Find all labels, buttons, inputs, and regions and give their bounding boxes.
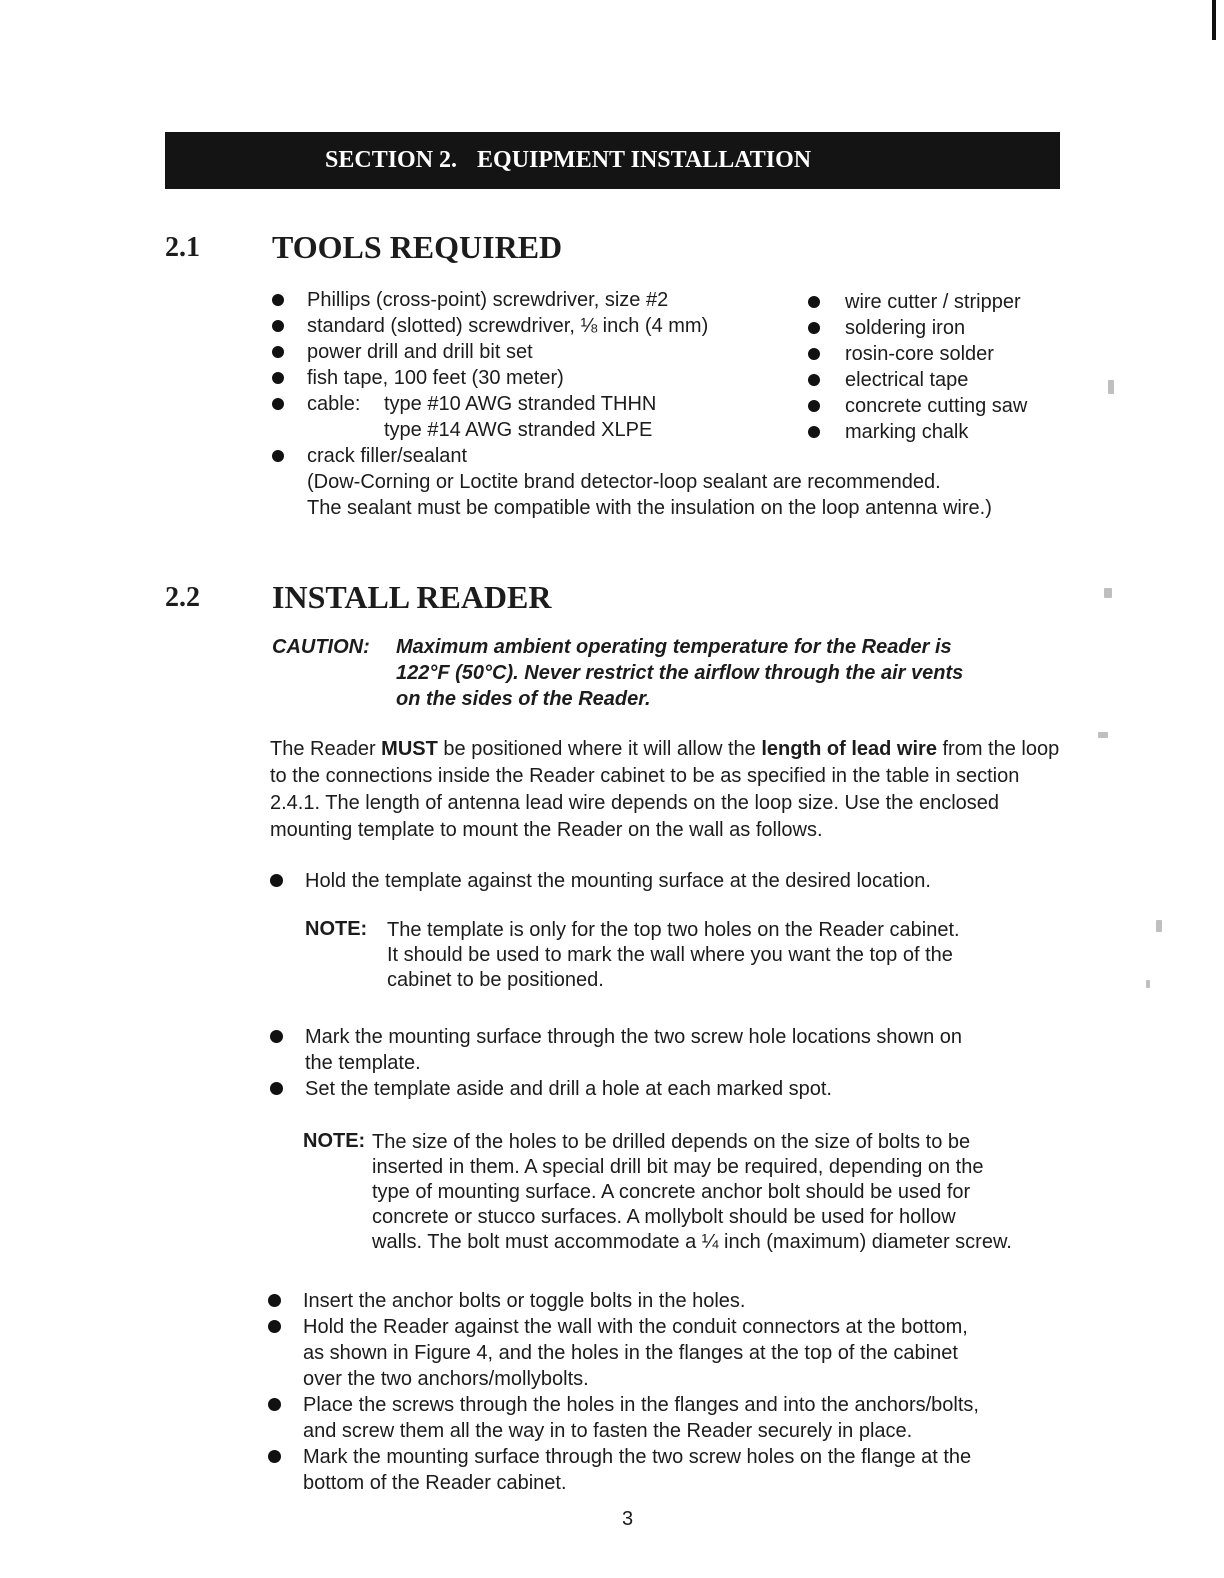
tools-heading-number: 2.1 [165, 232, 200, 263]
list-item: Mark the mounting surface through the two screw holes on the flange at the [268, 1444, 979, 1470]
list-item: Hold the template against the mounting surface at the desired location. [270, 868, 931, 894]
bullet-icon [808, 374, 820, 386]
section-title: EQUIPMENT INSTALLATION [477, 147, 812, 173]
list-item: fish tape, 100 feet (30 meter) [272, 365, 992, 391]
bullet-icon [272, 450, 284, 462]
list-item: Set the template aside and drill a hole at each marked spot. [270, 1076, 962, 1102]
note-label: NOTE: [305, 918, 368, 940]
bullet-icon [268, 1450, 281, 1463]
install-intro-paragraph: The Reader MUST be positioned where it will allow the length of lead wire from the loop to the connections inside the Reader cabinet to be as specified in the table in section 2.4.1. The length of antenna lead wire depends on the loop size. Use the enclosed mounting template to mount the Reader on the wall as follows. [270, 738, 1060, 841]
note-text: The size of the holes to be drilled depends on the size of bolts to be inserted in them. A special drill bit may be required, depending on the type of mounting surface. A concrete anchor bolt should be used for concrete or stucco surfaces. A mollybolt should be used for hollow walls. The bolt must accommodate a ¼ inch (maximum) diameter screw. [372, 1131, 1012, 1253]
note-label: NOTE: [303, 1130, 366, 1152]
list-item: standard (slotted) screwdriver, ⅛ inch (4 mm) [272, 313, 992, 339]
list-item: Mark the mounting surface through the two screw hole locations shown on [270, 1024, 962, 1050]
list-item: Hold the Reader against the wall with the conduit connectors at the bottom, [268, 1314, 979, 1340]
bullet-icon [270, 874, 283, 887]
list-item-continuation: and screw them all the way in to fasten the Reader securely in place. [303, 1420, 913, 1442]
install-step-list-1 [270, 868, 931, 894]
list-item-continuation: over the two anchors/mollybolts. [303, 1368, 589, 1390]
bullet-icon [268, 1398, 281, 1411]
bullet-icon [272, 320, 284, 332]
scan-speck [1098, 732, 1108, 738]
list-item-continuation: bottom of the Reader cabinet. [303, 1472, 567, 1494]
bullet-icon [808, 348, 820, 360]
scan-speck [1156, 920, 1162, 932]
list-item: soldering iron [808, 315, 1027, 341]
bullet-icon [268, 1320, 281, 1333]
scan-edge-mark [1212, 0, 1216, 40]
install-heading-number: 2.2 [165, 582, 200, 613]
sealant-note-line: (Dow-Corning or Loctite brand detector-loop sealant are recommended. [307, 471, 941, 493]
bullet-icon [808, 322, 820, 334]
section-number: SECTION 2. [325, 147, 458, 173]
bullet-icon [270, 1082, 283, 1095]
bullet-icon [272, 372, 284, 384]
list-item: power drill and drill bit set [272, 339, 992, 365]
tools-list-right [808, 289, 1027, 445]
bullet-icon [808, 400, 820, 412]
bullet-icon [808, 296, 820, 308]
install-heading-title: INSTALL READER [272, 579, 552, 615]
cable-subline: type #14 AWG stranded XLPE [384, 419, 653, 441]
list-item: concrete cutting saw [808, 393, 1027, 419]
note-text: The template is only for the top two holes on the Reader cabinet. It should be used to mark the wall where you want the top of the cabinet to be positioned. [387, 919, 960, 991]
bullet-icon [808, 426, 820, 438]
page-number: 3 [622, 1508, 634, 1530]
scan-speck [1108, 380, 1114, 394]
list-item: wire cutter / stripper [808, 289, 1027, 315]
sealant-note-line: The sealant must be compatible with the insulation on the loop antenna wire.) [307, 497, 992, 519]
bullet-icon [270, 1030, 283, 1043]
list-item-cable: cable: type #10 AWG stranded THHN [272, 391, 992, 417]
tools-heading-title: TOOLS REQUIRED [272, 229, 563, 265]
list-item: rosin-core solder [808, 341, 1027, 367]
list-item-continuation: the template. [305, 1052, 421, 1074]
install-step-list-2 [270, 1024, 962, 1102]
bullet-icon [272, 398, 284, 410]
list-item: Phillips (cross-point) screwdriver, size #2 [272, 287, 992, 313]
scan-speck [1146, 980, 1150, 988]
list-item-continuation: as shown in Figure 4, and the holes in the flanges at the top of the cabinet [303, 1342, 958, 1364]
caution-label: CAUTION: [272, 636, 370, 658]
scan-speck [1104, 588, 1112, 598]
section-header-bar [165, 132, 1060, 189]
cable-label: cable: [307, 393, 361, 415]
install-step-list-3 [268, 1288, 979, 1496]
list-item: Place the screws through the holes in the flanges and into the anchors/bolts, [268, 1392, 979, 1418]
list-item: electrical tape [808, 367, 1027, 393]
caution-text: Maximum ambient operating temperature for the Reader is 122°F (50°C). Never restrict the airflow through the air vents on the sides of the Reader. [396, 636, 964, 710]
bullet-icon [272, 294, 284, 306]
bullet-icon [272, 346, 284, 358]
bullet-icon [268, 1294, 281, 1307]
list-item: Insert the anchor bolts or toggle bolts in the holes. [268, 1288, 979, 1314]
list-item: marking chalk [808, 419, 1027, 445]
list-item: crack filler/sealant [272, 443, 992, 469]
